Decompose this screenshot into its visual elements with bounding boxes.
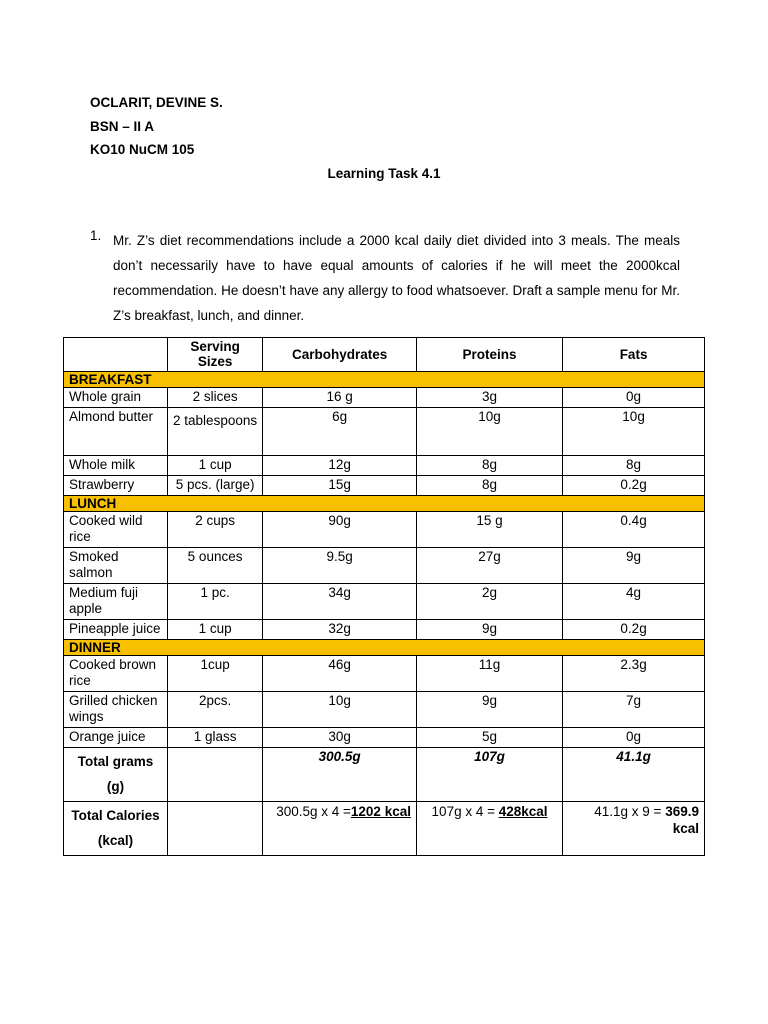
carbs-value: 15g [263, 476, 417, 496]
header-fats: Fats [563, 338, 705, 372]
food-name: Grilled chicken wings [64, 692, 168, 728]
fats-value: 0.2g [563, 476, 705, 496]
food-name: Medium fuji apple [64, 584, 168, 620]
carbs-value: 12g [263, 456, 417, 476]
proteins-value: 8g [416, 456, 562, 476]
fats-value: 0g [563, 388, 705, 408]
serving-size: 2pcs. [167, 692, 262, 728]
course-code: KO10 NuCM 105 [90, 142, 195, 157]
food-name: Smoked salmon [64, 548, 168, 584]
meal-plan-table [63, 337, 705, 856]
proteins-kcal: 428kcal [498, 804, 548, 819]
food-name: Cooked brown rice [64, 656, 168, 692]
meal-header-row [64, 372, 705, 388]
meal-header-row [64, 640, 705, 656]
calories-row [64, 802, 705, 856]
fats-value: 7g [563, 692, 705, 728]
carbs-value: 46g [263, 656, 417, 692]
fats-value: 0.2g [563, 620, 705, 640]
serving-size: 2 tablespoons [167, 408, 262, 456]
carbs-value: 6g [263, 408, 417, 456]
meal-label: LUNCH [64, 496, 705, 512]
fats-value: 10g [563, 408, 705, 456]
carbs-kcal: 1202 kcal [350, 804, 411, 819]
student-section: BSN – II A [90, 119, 155, 134]
header-food [64, 338, 168, 372]
fats-value: 2.3g [563, 656, 705, 692]
table-row [64, 476, 705, 496]
table-row [64, 692, 705, 728]
table-row [64, 388, 705, 408]
food-name: Orange juice [64, 728, 168, 748]
carbs-value: 32g [263, 620, 417, 640]
proteins-value: 9g [416, 692, 562, 728]
meal-header-row [64, 496, 705, 512]
food-name: Whole grain [64, 388, 168, 408]
header-proteins: Proteins [416, 338, 562, 372]
serving-size: 2 slices [167, 388, 262, 408]
carbs-value: 30g [263, 728, 417, 748]
serving-size: 1cup [167, 656, 262, 692]
header-carbs: Carbohydrates [263, 338, 417, 372]
table-body [64, 372, 705, 856]
serving-size: 1 cup [167, 456, 262, 476]
fats-value: 8g [563, 456, 705, 476]
fats-value: 4g [563, 584, 705, 620]
task-title-text: Learning Task 4.1 [327, 166, 441, 181]
serving-size: 1 pc. [167, 584, 262, 620]
table-row [64, 584, 705, 620]
carbs-value: 16 g [263, 388, 417, 408]
totals-label: Total grams (g) [64, 748, 168, 802]
calories-fats [563, 802, 705, 856]
table-row [64, 512, 705, 548]
carbs-value: 10g [263, 692, 417, 728]
serving-size: 5 ounces [167, 548, 262, 584]
carbs-value: 9.5g [263, 548, 417, 584]
totals-row [64, 748, 705, 802]
serving-size: 1 cup [167, 620, 262, 640]
table-row [64, 456, 705, 476]
carbs-value: 90g [263, 512, 417, 548]
question-1 [90, 228, 680, 328]
total-fats: 41.1g [563, 748, 705, 802]
table-header-row [64, 338, 705, 372]
serving-size: 2 cups [167, 512, 262, 548]
meal-label: BREAKFAST [64, 372, 705, 388]
proteins-value: 8g [416, 476, 562, 496]
proteins-formula: 107g x 4 = [431, 804, 495, 819]
food-name: Almond butter [64, 408, 168, 456]
carbs-formula: 300.5g x 4 = [276, 804, 351, 819]
food-name: Pineapple juice [64, 620, 168, 640]
table-row [64, 408, 705, 456]
proteins-value: 11g [416, 656, 562, 692]
fats-formula: 41.1g x 9 = [594, 804, 662, 819]
question-number: 1. [90, 228, 102, 243]
proteins-value: 15 g [416, 512, 562, 548]
header-serving: Serving Sizes [167, 338, 262, 372]
proteins-value: 27g [416, 548, 562, 584]
proteins-value: 5g [416, 728, 562, 748]
total-carbs: 300.5g [263, 748, 417, 802]
calories-label: Total Calories (kcal) [64, 802, 168, 856]
proteins-value: 9g [416, 620, 562, 640]
fats-value: 0.4g [563, 512, 705, 548]
proteins-value: 3g [416, 388, 562, 408]
total-proteins: 107g [416, 748, 562, 802]
fats-value: 9g [563, 548, 705, 584]
fats-kcal: 369.9 kcal [665, 804, 699, 836]
serving-size: 1 glass [167, 728, 262, 748]
meal-label: DINNER [64, 640, 705, 656]
proteins-value: 10g [416, 408, 562, 456]
table-row [64, 548, 705, 584]
calories-serving-empty [167, 802, 262, 856]
food-name: Strawberry [64, 476, 168, 496]
table-row [64, 620, 705, 640]
totals-serving-empty [167, 748, 262, 802]
calories-carbs [263, 802, 417, 856]
serving-size: 5 pcs. (large) [167, 476, 262, 496]
page-title [0, 166, 768, 181]
table-row [64, 728, 705, 748]
proteins-value: 2g [416, 584, 562, 620]
table-row [64, 656, 705, 692]
carbs-value: 34g [263, 584, 417, 620]
fats-value: 0g [563, 728, 705, 748]
student-name: OCLARIT, DEVINE S. [90, 95, 223, 110]
food-name: Whole milk [64, 456, 168, 476]
question-text: Mr. Z’s diet recommendations include a 2000 kcal daily diet divided into 3 meals. The meals don’t necessarily have to have equal amounts of calories if he will meet the 2000kcal recommendation. He doesn’t have any allergy to food whatsoever. Draft a sample menu for Mr. Z’s breakfast, lunch, and dinner. [113, 233, 680, 323]
food-name: Cooked wild rice [64, 512, 168, 548]
calories-proteins [416, 802, 562, 856]
